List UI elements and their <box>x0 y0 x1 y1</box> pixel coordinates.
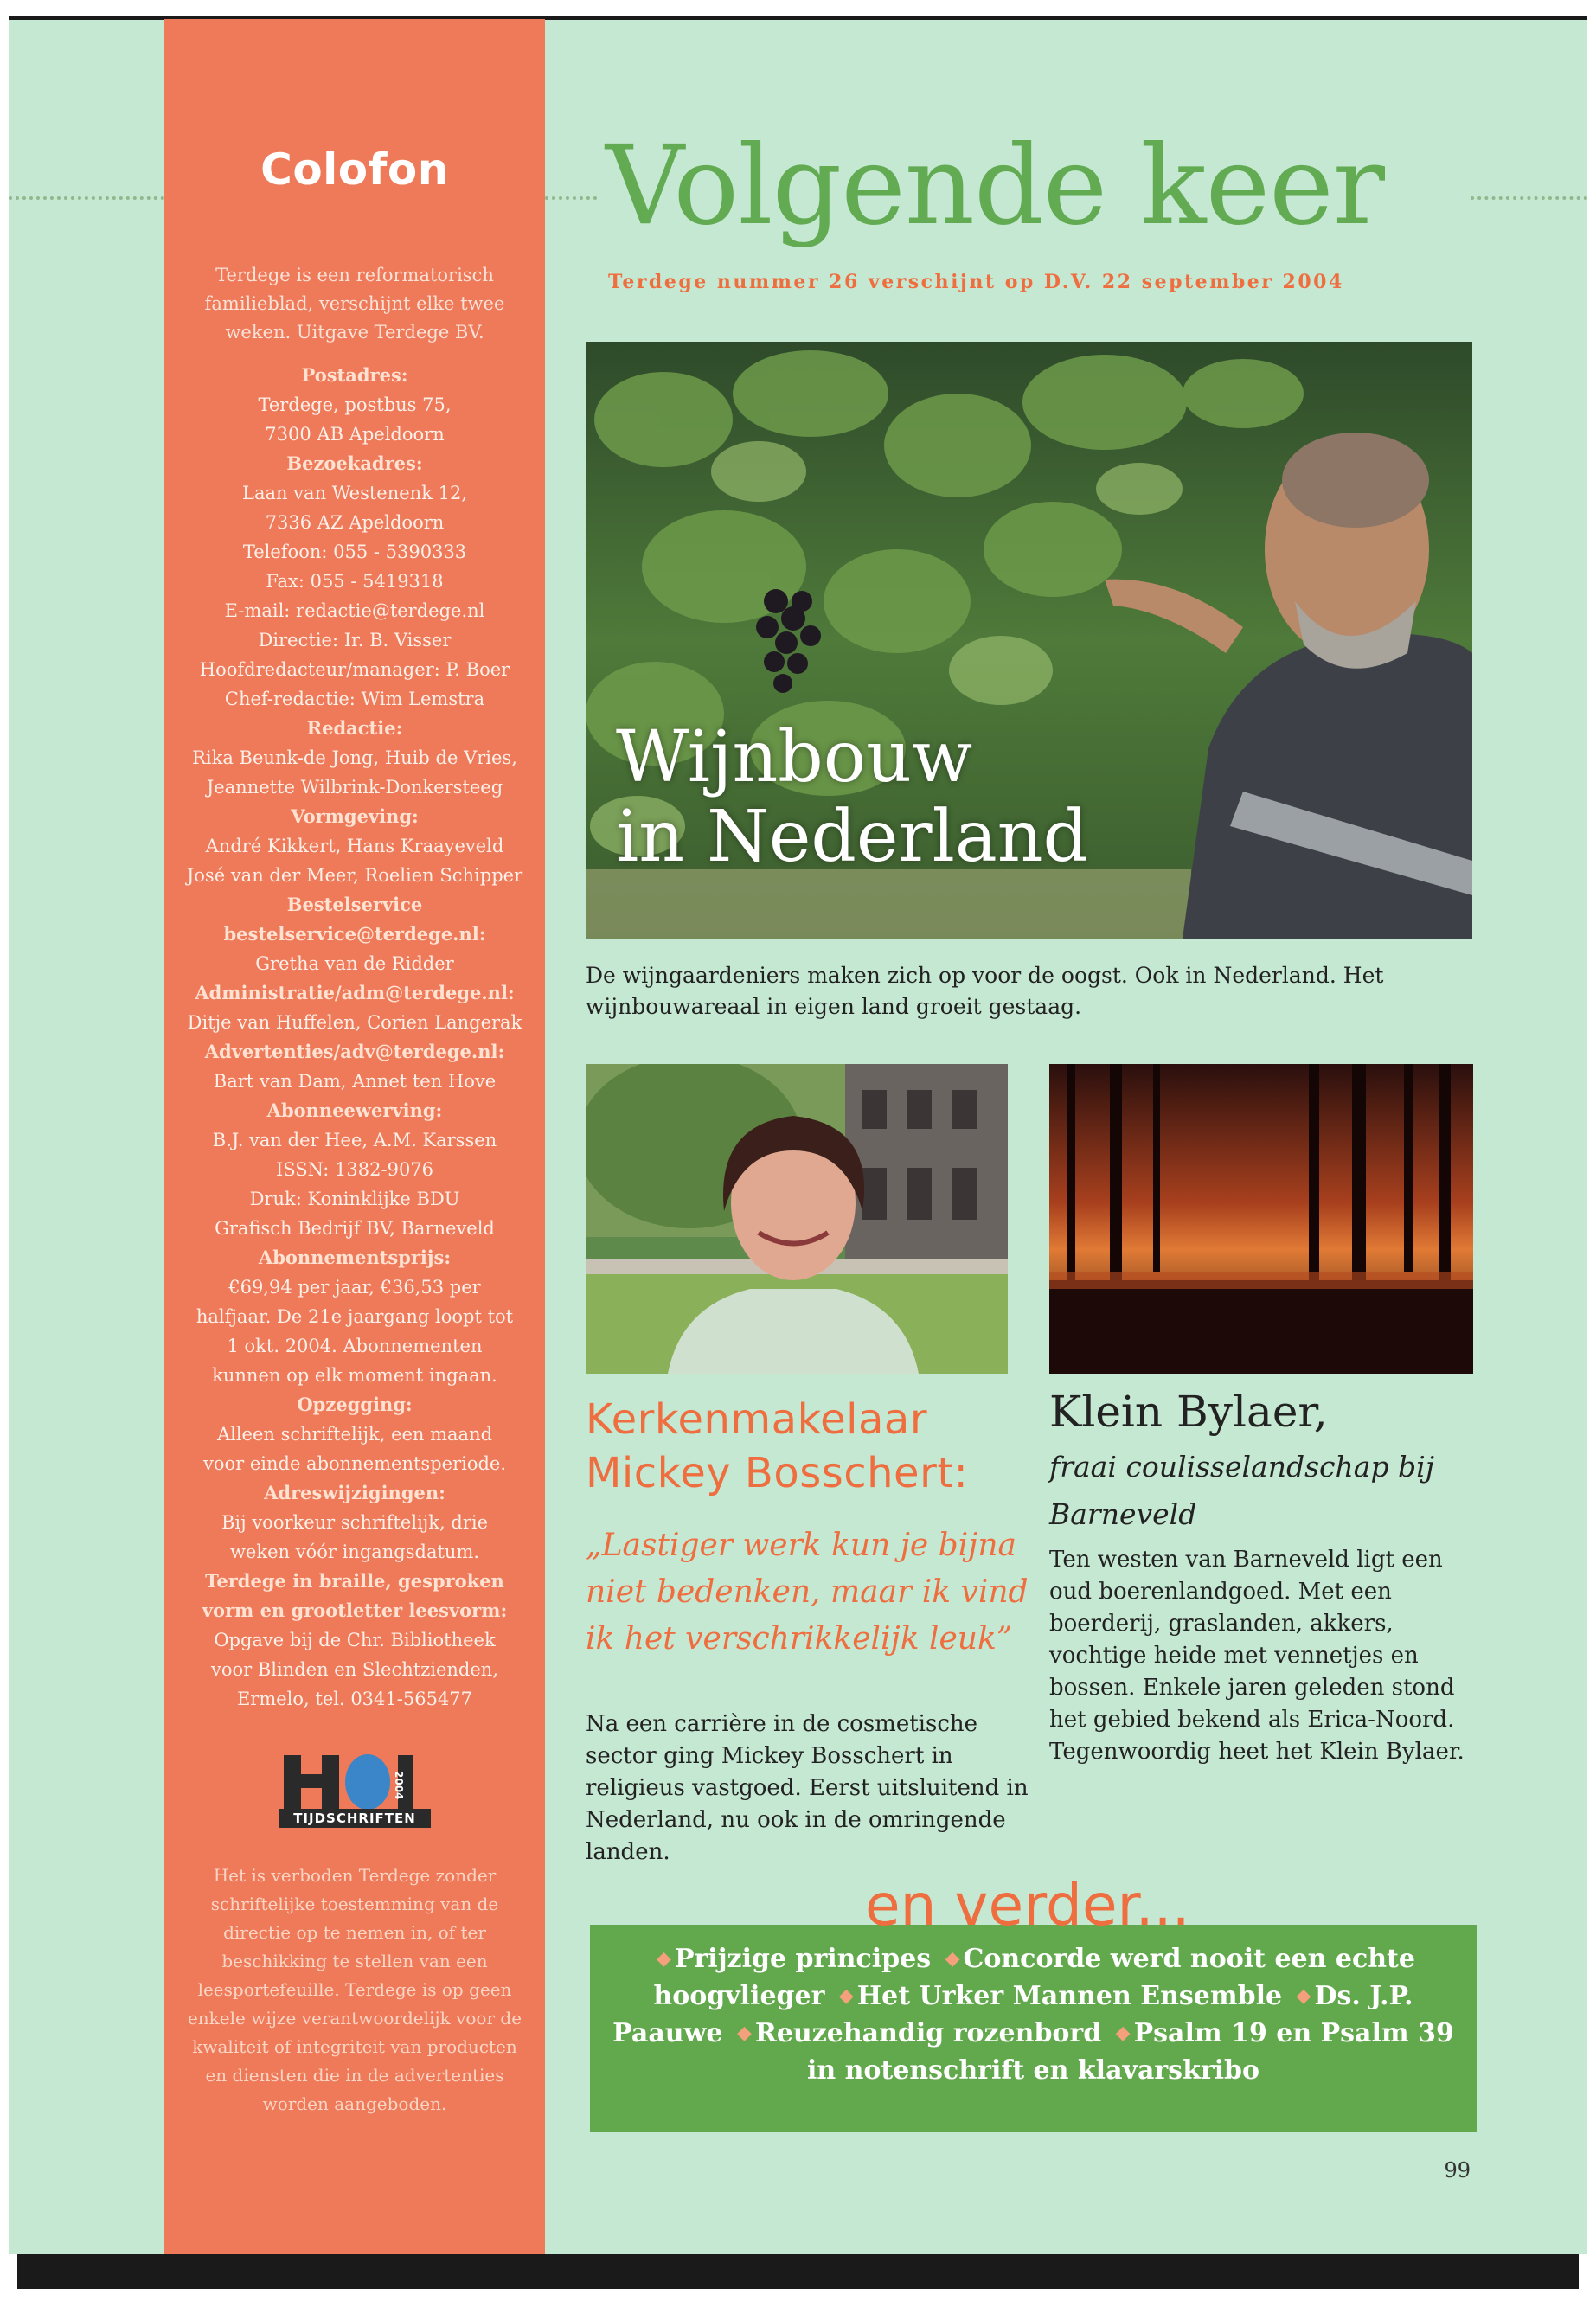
colofon-line: B.J. van der Hee, A.M. Karssen <box>212 1130 497 1150</box>
colofon-line: Administratie/adm@terdege.nl: <box>195 982 515 1003</box>
story-b-subtitle: fraai coulisselandschap bij Barneveld <box>1049 1450 1434 1531</box>
colofon-line: halfjaar. De 21e jaargang loopt tot <box>195 1306 514 1327</box>
colofon-line: Jeannette Wilbrink-Donkersteeg <box>206 777 503 798</box>
en-verder-item: Prijzige principes <box>674 1944 932 1974</box>
colofon-line: Rika Beunk-de Jong, Huib de Vries, <box>192 747 517 768</box>
diamond-bullet-icon: ◆ <box>657 1947 671 1970</box>
en-verder-list <box>607 1940 1459 2089</box>
colofon-line: Directie: Ir. B. Visser <box>258 630 452 651</box>
colofon-line: Bestelservice <box>286 894 423 915</box>
feature-overlay-line2: in Nederland <box>616 796 1089 878</box>
dotted-rule-middle <box>545 196 597 200</box>
colofon-line: Hoofdredacteur/manager: P. Boer <box>199 659 510 680</box>
colofon-line: voor einde abonnementsperiode. <box>202 1453 507 1474</box>
colofon-legal: Het is verboden Terdege zonder schriftelijke toestemming van de directie op te nemen in, of ter beschikking te stellen van een leesportefeuille. Terdege is op geen enkele wijze verantwoordelijk voor de kwaliteit of integriteit van producten en diensten die in de advertenties worden aangeboden. <box>187 1865 522 2114</box>
colofon-line: ISSN: 1382-9076 <box>275 1159 434 1180</box>
page-number: 99 <box>1444 2158 1471 2182</box>
colofon-line: €69,94 per jaar, €36,53 per <box>228 1277 481 1298</box>
story-b-title: Klein Bylaer, <box>1049 1387 1328 1437</box>
en-verder-title: en verder... <box>865 1872 1190 1939</box>
bottom-border <box>17 2254 1579 2289</box>
en-verder-item: Concorde werd nooit een echte hoogvlieger <box>653 1944 1415 2011</box>
colofon-line: Adreswijzigingen: <box>264 1482 445 1503</box>
colofon-line: Ditje van Huffelen, Corien Langerak <box>187 1012 522 1033</box>
feature-caption: De wijngaardeniers maken zich op voor de oogst. Ook in Nederland. Het wijnbouwareaal in eigen land groeit gestaag. <box>586 963 1384 1019</box>
colofon-line: Vormgeving: <box>291 805 419 827</box>
page-title: Volgende keer <box>606 122 1384 249</box>
diamond-bullet-icon: ◆ <box>736 2022 752 2044</box>
diamond-bullet-icon: ◆ <box>1296 1984 1311 2007</box>
feature-overlay-line1: Wijnbouw <box>616 716 973 798</box>
page-subtitle: Terdege nummer 26 verschijnt op D.V. 22 september 2004 <box>608 271 1344 293</box>
colofon-line: vorm en grootletter leesvorm: <box>202 1599 508 1621</box>
colofon-line: Fax: 055 - 5419318 <box>266 571 444 592</box>
colofon-line: Bij voorkeur schriftelijk, drie <box>221 1512 489 1533</box>
colofon-details <box>173 361 536 1714</box>
colofon-line: Chef-redactie: Wim Lemstra <box>224 689 485 709</box>
colofon-line: Postadres: <box>301 364 408 386</box>
colofon-line: José van der Meer, Roelien Schipper <box>186 865 523 886</box>
colofon-line: Opgave bij de Chr. Bibliotheek <box>214 1630 496 1650</box>
colofon-line: weken vóór ingangsdatum. <box>229 1541 480 1562</box>
colofon-line: Ermelo, tel. 0341-565477 <box>236 1689 473 1709</box>
colofon-line: Advertenties/adv@terdege.nl: <box>204 1041 505 1062</box>
colofon-line: 7336 AZ Apeldoorn <box>265 512 445 533</box>
colofon-line: 1 okt. 2004. Abonnementen <box>227 1336 483 1356</box>
diamond-bullet-icon: ◆ <box>1115 2022 1131 2044</box>
colofon-line: voor Blinden en Slechtzienden, <box>210 1659 498 1680</box>
hoi-logo <box>277 1736 433 1831</box>
colofon-line: Abonneewerving: <box>266 1099 443 1121</box>
colofon-line: Redactie: <box>306 717 403 739</box>
story-a-title: Kerkenmakelaar Mickey Bosschert: <box>586 1395 969 1497</box>
colofon-line: Grafisch Bedrijf BV, Barneveld <box>215 1218 495 1239</box>
dotted-rule-left <box>9 196 164 200</box>
colofon-line: Opzegging: <box>297 1394 413 1415</box>
hoi-logo-year: 2004 <box>393 1771 405 1800</box>
story-a-body: Na een carrière in de cosmetische sector ging Mickey Bosschert in religieus vastgoed. Eerst uitsluitend in Nederland, nu ook in de omringende landen. <box>586 1711 1029 1865</box>
colofon-line: Telefoon: 055 - 5390333 <box>242 542 467 562</box>
colofon-line: Terdege, postbus 75, <box>258 394 452 415</box>
feature-overlay-title <box>616 718 1394 877</box>
colofon-line: E-mail: redactie@terdege.nl <box>224 600 485 621</box>
colofon-line: Bezoekadres: <box>286 452 423 474</box>
colofon-line: Gretha van de Ridder <box>255 953 454 974</box>
colofon-line: Alleen schriftelijk, een maand <box>216 1424 493 1445</box>
colofon-line: Bart van Dam, Annet ten Hove <box>213 1071 497 1092</box>
colofon-line: bestelservice@terdege.nl: <box>223 923 486 945</box>
en-verder-item: Reuzehandig rozenbord <box>754 2018 1102 2048</box>
colofon-line: Druk: Koninklijke BDU <box>249 1189 460 1209</box>
colofon-line: Terdege in braille, gesproken <box>205 1570 504 1592</box>
portrait-photo <box>586 1064 1008 1374</box>
colofon-title: Colofon <box>260 144 449 195</box>
diamond-bullet-icon: ◆ <box>945 1947 960 1970</box>
hoi-logo-sub: TIJDSCHRIFTEN <box>293 1811 416 1826</box>
story-a-quote: „Lastiger werk kun je bijna niet bedenken, maar ik vind ik het verschrikkelijk leuk” <box>586 1528 1029 1657</box>
en-verder-item: Het Urker Mannen Ensemble <box>856 1981 1283 2011</box>
dotted-rule-right <box>1471 196 1587 200</box>
colofon-line: André Kikkert, Hans Kraayeveld <box>205 836 504 856</box>
en-verder-item: Psalm 19 en Psalm 39 in notenschrift en klavarskribo <box>806 2018 1454 2086</box>
story-b-body: Ten westen van Barneveld ligt een oud boerenlandgoed. Met een boerderij, graslanden, akkers, vochtige heide met vennetjes en bossen. Enkele jaren geleden stond het gebied bekend als Erica-Noord. Tegenwoordig heet het Klein Bylaer. <box>1049 1547 1465 1765</box>
en-verder-item: Ds. J.P. Paauwe <box>612 1981 1413 2048</box>
colofon-line: Abonnementsprijs: <box>258 1247 452 1268</box>
colofon-intro: Terdege is een reformatorisch familieblad, verschijnt elke twee weken. Uitgave Terdege BV. <box>204 265 505 343</box>
colofon-line: 7300 AB Apeldoorn <box>265 424 445 445</box>
en-verder-box <box>590 1925 1477 2132</box>
colofon-line: Laan van Westenenk 12, <box>242 483 467 503</box>
colofon-column <box>164 19 545 2254</box>
colofon-line: kunnen op elk moment ingaan. <box>212 1365 497 1386</box>
diamond-bullet-icon: ◆ <box>838 1984 854 2007</box>
landscape-photo <box>1049 1064 1473 1374</box>
